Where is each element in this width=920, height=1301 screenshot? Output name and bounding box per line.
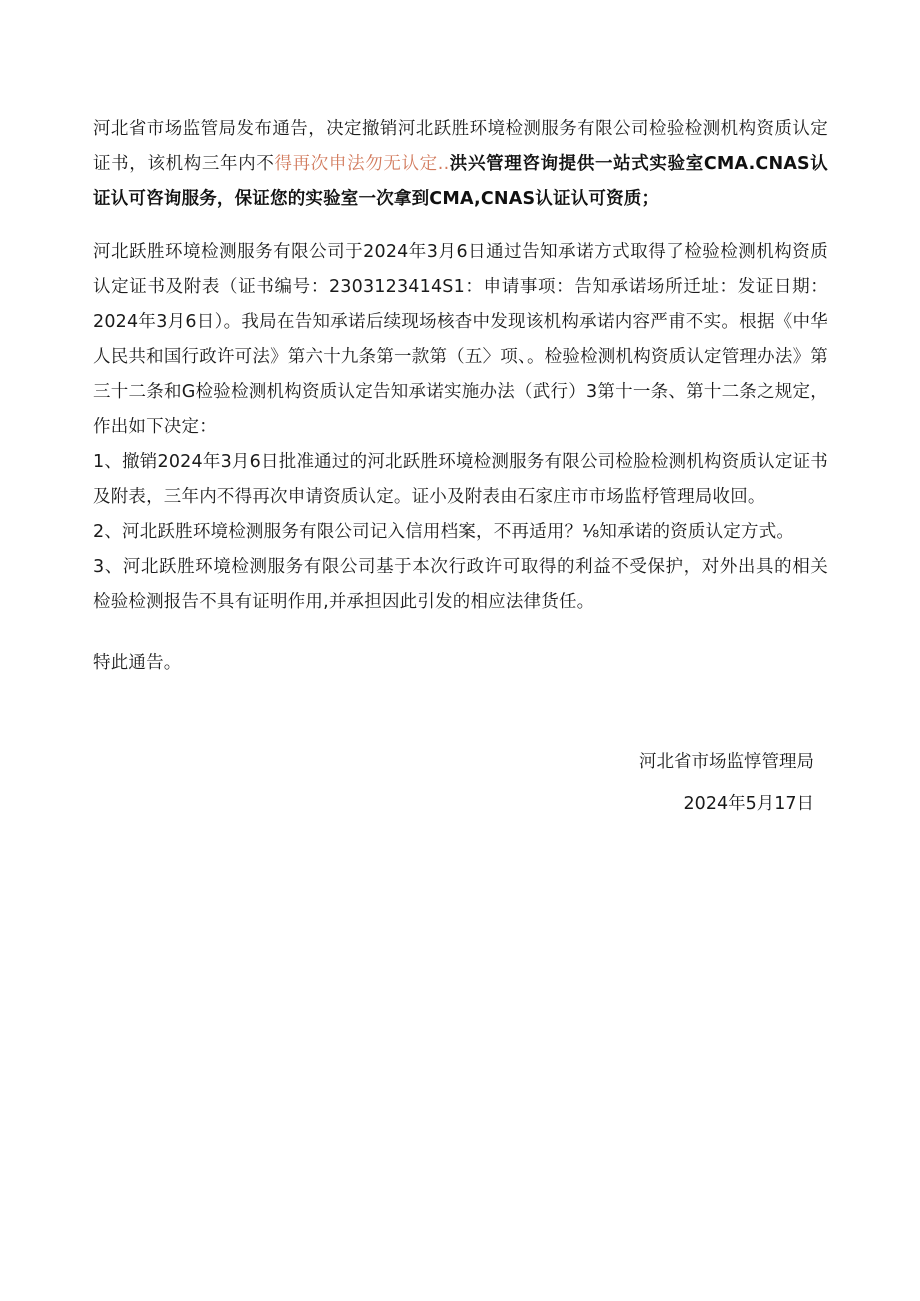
body-paragraph: 河北跃胜环境检测服务有限公司于2024年3月6日通过告知承诺方式取得了检验检测机构资质认定证书及附表（证书编号：2303123414S1：申请事项：告知承诺场所迁址：发证日期：2024年3月6日）。我局在告知承诺后续现场核杳中发现该机构承诺内容严甫不实。根据《中华人民共和国行政许可法》第六十九条第一款第（五〉项、。检验检测机构资质认定管理办法》第三十二条和G检验检测机构资质认定告知承诺实施办法（武行）3第十一条、第十二条之规定，作出如下决定：	[93, 242, 828, 437]
closing-text: 特此通告。	[93, 653, 182, 673]
decision-item-1: 1、撤销2024年3月6日批准通过的河北跃胜环境检测服务有限公司检脸检测机构资质认定证书及附表，三年内不得再次申请资质认定。证小及附表由石家庄市市场监杼管理局收回。	[93, 452, 828, 507]
advertisement-text: 洪兴管理咨询提供一站式实验室CMA.CNAS认证认可咨询服务，保证您的实验室一次拿到CMA,CNAS认证认可资质；	[93, 154, 829, 209]
decision-item-3: 3、河北跃胜环境检测服务有限公司基于本次行政许可取得的利益不受保护，对外出具的相关检验检测报告不具有证明作用,并承担因此引发的相应法律货任。	[93, 557, 828, 612]
issuer-name: 河北省市场监惇管理局	[639, 752, 814, 772]
issue-date: 2024年5月17日	[683, 794, 814, 814]
notice-document	[93, 112, 828, 681]
intro-paragraph	[93, 112, 828, 217]
intro-highlight-text: 得再次申法勿无认定..	[274, 154, 450, 174]
decision-item-2: 2、河北跃胜环境检测服务有限公司记入信用档案，不再适用？⅛知承诺的资质认定方式。	[93, 522, 795, 542]
intro-text: 河北省市场监管局发布通告，决定撤销河北跃胜环境检测服务有限公司检验检测机构资质认定证书，该机构三年内不	[93, 119, 828, 174]
